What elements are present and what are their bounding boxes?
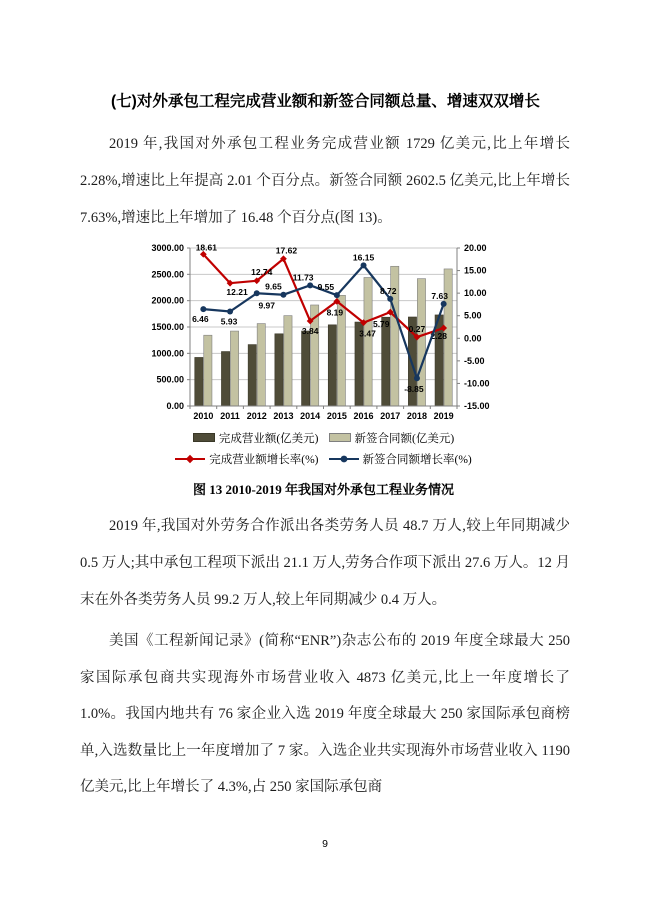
svg-text:3000.00: 3000.00 — [151, 243, 184, 253]
svg-text:20.00: 20.00 — [464, 243, 487, 253]
svg-text:3.47: 3.47 — [359, 328, 376, 339]
svg-text:-15.00: -15.00 — [464, 401, 490, 411]
svg-text:0.00: 0.00 — [166, 401, 184, 411]
svg-text:5.00: 5.00 — [464, 310, 482, 321]
svg-text:-8.85: -8.85 — [404, 384, 424, 395]
svg-text:16.15: 16.15 — [352, 252, 375, 263]
svg-text:7.63: 7.63 — [431, 290, 448, 301]
svg-text:5.79: 5.79 — [372, 319, 390, 330]
svg-text:2015: 2015 — [326, 411, 347, 421]
svg-text:9.65: 9.65 — [265, 281, 282, 292]
svg-text:15.00: 15.00 — [464, 265, 487, 276]
svg-text:1500.00: 1500.00 — [151, 322, 184, 332]
legend-label-new-contracts: 新签合同额(亿美元) — [354, 432, 455, 445]
svg-text:5.93: 5.93 — [220, 316, 238, 327]
svg-text:2011: 2011 — [220, 411, 240, 421]
legend-item-completed-revenue — [193, 430, 319, 446]
svg-text:9.97: 9.97 — [258, 300, 276, 311]
svg-text:-10.00: -10.00 — [464, 378, 490, 389]
svg-text:2013: 2013 — [273, 411, 294, 421]
legend-item-new-contracts — [329, 430, 455, 446]
legend-label-completed-revenue: 完成营业额(亿美元) — [218, 432, 319, 445]
blue-line-circle-icon — [329, 454, 359, 464]
new-contracts-swatch-icon — [329, 433, 351, 442]
svg-text:2016: 2016 — [353, 411, 374, 421]
paragraph-overview: 2019 年,我国对外承包工程业务完成营业额 1729 亿美元,比上年增长 2.28%,增速比上年提高 2.01 个百分点。新签合同额 2602.5 亿美元,比上年增长 7.63%,增速比上年增加了 16.48 个百分点(图 13)。 — [80, 136, 570, 226]
svg-text:2014: 2014 — [300, 411, 321, 421]
svg-text:2500.00: 2500.00 — [151, 269, 184, 280]
svg-text:11.73: 11.73 — [292, 272, 314, 283]
svg-text:3.84: 3.84 — [301, 325, 319, 336]
svg-text:18.61: 18.61 — [195, 242, 217, 253]
legend-label-new-contracts-growth: 新签合同额增长率(%) — [362, 453, 472, 466]
svg-text:12.21: 12.21 — [226, 287, 248, 298]
svg-text:-5.00: -5.00 — [464, 355, 485, 366]
svg-text:1000.00: 1000.00 — [151, 348, 184, 359]
combo-chart-svg — [150, 237, 497, 425]
svg-text:2019: 2019 — [433, 411, 454, 421]
section-heading: (七)对外承包工程完成营业额和新签合同额总量、增速双双增长 — [111, 93, 540, 110]
svg-text:500.00: 500.00 — [156, 374, 184, 385]
legend-item-new-contracts-growth — [329, 451, 472, 467]
figure-caption: 图 13 2010-2019 年我国对外承包工程业务情况 — [192, 482, 455, 497]
svg-text:2018: 2018 — [406, 411, 427, 421]
svg-text:9.55: 9.55 — [317, 282, 335, 293]
chart-figure — [150, 237, 497, 498]
svg-text:12.74: 12.74 — [251, 266, 273, 277]
paragraph-labor-cooperation: 2019 年,我国对外劳务合作派出各类劳务人员 48.7 万人,较上年同期减少 0.5 万人;其中承包工程项下派出 21.1 万人,劳务合作项下派出 27.6 万人。12 月末在外各类劳务人员 99.2 万人,较上年同期减少 0.4 万人。 — [80, 518, 570, 608]
svg-text:0.27: 0.27 — [408, 324, 426, 335]
svg-text:17.62: 17.62 — [275, 245, 298, 256]
legend-row-lines — [150, 448, 497, 469]
svg-text:10.00: 10.00 — [464, 288, 487, 299]
chart-legend — [150, 427, 497, 469]
svg-text:6.46: 6.46 — [192, 314, 209, 325]
svg-text:2.28: 2.28 — [430, 330, 447, 341]
svg-text:2017: 2017 — [380, 411, 401, 421]
legend-item-completed-growth — [175, 451, 318, 467]
svg-text:2012: 2012 — [246, 411, 267, 421]
svg-text:0.00: 0.00 — [464, 333, 482, 344]
completed-revenue-swatch-icon — [193, 433, 215, 442]
svg-text:8.19: 8.19 — [326, 307, 344, 318]
page-number: 9 — [322, 838, 328, 850]
svg-text:2000.00: 2000.00 — [151, 295, 184, 306]
svg-text:8.72: 8.72 — [379, 285, 397, 296]
red-line-diamond-icon — [175, 454, 205, 464]
paragraph-enr: 美国《工程新闻记录》(简称“ENR”)杂志公布的 2019 年度全球最大 250 家国际承包商共实现海外市场营业收入 4873 亿美元,比上一年度增长了 1.0%。我国内地共有 76 家企业入选 2019 年度全球最大 250 家国际承包商榜单,入选数量比上一年度增加了 7 家。入选企业共实现海外市场营业收入 1190 亿美元,比上年增长了 4.3%,占 250 家国际承包商 — [80, 633, 570, 795]
legend-row-bars — [150, 427, 497, 448]
legend-label-completed-growth: 完成营业额增长率(%) — [209, 453, 319, 466]
svg-text:2010: 2010 — [193, 411, 214, 421]
